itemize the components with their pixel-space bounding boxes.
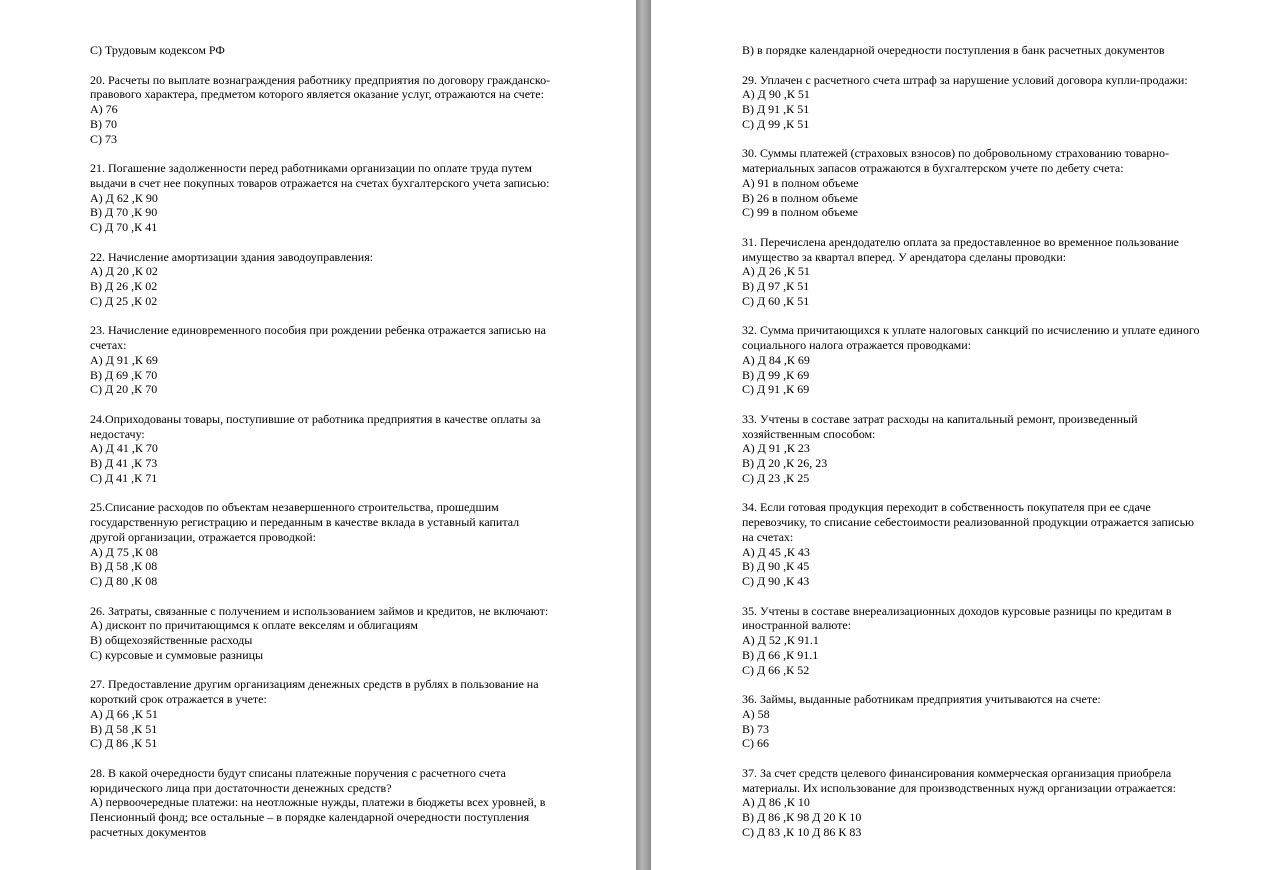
question-text-line: 33. Учтены в составе затрат расходы на капитальный ремонт, произведенный: [742, 411, 1138, 426]
text-line: С) Д 83 ,К 10 Д 86 К 83: [742, 824, 862, 839]
question-block: [90, 500, 610, 589]
question-text-line: 20. Расчеты по выплате вознаграждения работнику предприятия по договору гражданско-: [90, 72, 551, 87]
text-line: С) 66: [742, 736, 769, 751]
text-line: социального налога отражается проводками:: [742, 338, 972, 352]
text-line: С) Д 80 ,К 08: [90, 574, 158, 588]
text-line: А) дисконт по причитающимся к оплате векселям и облигациям: [90, 618, 418, 633]
question-text-line: 29. Уплачен с расчетного счета штраф за нарушение условий договора купли-продажи:: [742, 72, 1188, 87]
text-line: другой организации, отражается проводкой:: [90, 529, 316, 544]
question-text-line: С) Трудовым кодексом РФ: [90, 43, 225, 57]
question-text-line: 36. Займы, выданные работникам предприятия учитываются на счете:: [742, 692, 1101, 706]
text-line: В) Д 90 ,К 45: [742, 559, 810, 574]
text-line: иностранной валюте:: [742, 618, 852, 633]
text-line: В) Д 86 ,К 98 Д 20 К 10: [742, 810, 862, 824]
text-line: А) Д 91 ,К 23: [742, 441, 810, 456]
question-block: [90, 677, 610, 751]
text-line: В) Д 99 ,К 69: [742, 367, 810, 382]
text-line: В) Д 58 ,К 08: [90, 559, 158, 574]
question-block: [90, 161, 610, 235]
question-text-line: 37. За счет средств целевого финансирования коммерческая организация приобрела: [742, 765, 1172, 780]
question-block: [742, 43, 1252, 58]
text-line: В) Д 58 ,К 51: [90, 721, 158, 736]
question-block: [90, 766, 610, 840]
left-page: [0, 0, 636, 870]
question-text-line: 27. Предоставление другим организациям денежных средств в рублях в пользование на: [90, 677, 539, 692]
question-text-line: 21. Погашение задолженности перед работниками организации по оплате труда путем: [90, 161, 532, 175]
right-page-column: [742, 43, 1252, 854]
text-line: А) 76: [90, 102, 118, 116]
text-line: А) Д 45 ,К 43: [742, 544, 810, 559]
text-line: С) 73: [90, 131, 117, 146]
text-line: правового характера, предметом которого является оказание услуг, отражаются на счете:: [90, 87, 544, 102]
text-line: имущество за квартал вперед. У арендатора сделаны проводки:: [742, 249, 1067, 264]
text-line: В) 73: [742, 721, 769, 736]
question-block: [742, 500, 1252, 589]
text-line: С) Д 86 ,К 51: [90, 736, 158, 751]
question-block: [90, 604, 610, 663]
text-line: А) Д 91 ,К 69: [90, 352, 158, 367]
text-line: В) Д 26 ,К 02: [90, 279, 158, 293]
text-line: В) Д 69 ,К 70: [90, 367, 158, 382]
text-line: С) Д 70 ,К 41: [90, 220, 158, 234]
text-line: перевозчику, то списание себестоимости реализованной продукции отражается записью: [742, 515, 1195, 529]
question-block: [742, 412, 1252, 486]
text-line: А) Д 52 ,К 91.1: [742, 633, 819, 647]
question-text-line: В) в порядке календарной очередности поступления в банк расчетных документов: [742, 43, 1165, 57]
question-text-line: 25.Списание расходов по объектам незавершенного строительства, прошедшим: [90, 500, 499, 515]
text-line: С) Д 91 ,К 69: [742, 382, 810, 397]
question-text-line: 34. Если готовая продукция переходит в собственность покупателя при ее сдаче: [742, 500, 1151, 515]
text-line: А) 91 в полном объеме: [742, 175, 859, 190]
text-line: юридического лица при достаточности денежных средств?: [90, 780, 392, 795]
text-line: С) Д 66 ,К 52: [742, 662, 810, 677]
question-block: [90, 412, 610, 486]
text-line: материалы. Их использование для производственных нужд организации отражается:: [742, 780, 1176, 795]
text-line: С) Д 60 ,К 51: [742, 293, 810, 308]
question-text-line: 31. Перечислена арендодателю оплата за предоставленное во временное пользование: [742, 234, 1179, 249]
text-line: короткий срок отражается в учете:: [90, 692, 267, 706]
question-block: [742, 766, 1252, 840]
left-page-column: [90, 43, 610, 854]
question-block: [90, 250, 610, 309]
text-line: С) Д 90 ,К 43: [742, 574, 810, 588]
text-line: В) 70: [90, 116, 117, 131]
text-line: В) общехозяйственные расходы: [90, 633, 253, 647]
text-line: В) Д 20 ,К 26, 23: [742, 456, 828, 470]
question-block: [742, 146, 1252, 220]
question-text-line: 23. Начисление единовременного пособия при рождении ребенка отражается записью на: [90, 323, 546, 338]
text-line: на счетах:: [742, 529, 794, 544]
text-line: В) Д 91 ,К 51: [742, 102, 810, 116]
text-line: Пенсионный фонд; все остальные – в порядке календарной очередности поступления: [90, 810, 530, 824]
question-block: [90, 43, 610, 58]
question-text-line: 28. В какой очередности будут списаны платежные поручения с расчетного счета: [90, 765, 506, 780]
question-text-line: 30. Суммы платежей (страховых взносов) по добровольному страхованию товарно-: [742, 146, 1169, 161]
question-block: [742, 692, 1252, 751]
question-block: [742, 323, 1252, 397]
text-line: хозяйственным способом:: [742, 426, 876, 441]
text-line: счетах:: [90, 338, 127, 352]
text-line: В) Д 41 ,К 73: [90, 456, 158, 470]
text-line: выдачи в счет нее покупных товаров отражается на счетах бухгалтерского учета записью:: [90, 175, 550, 190]
text-line: А) Д 26 ,К 51: [742, 264, 810, 279]
text-line: А) первоочередные платежи: на неотложные нужды, платежи в бюджеты всех уровней, в: [90, 795, 546, 810]
text-line: С) курсовые и суммовые разницы: [90, 647, 264, 662]
right-page: [651, 0, 1287, 870]
page-divider: [636, 0, 651, 870]
question-block: [90, 73, 610, 147]
text-line: С) Д 41 ,К 71: [90, 470, 158, 485]
question-block: [90, 323, 610, 397]
text-line: С) 99 в полном объеме: [742, 205, 858, 220]
text-line: В) 26 в полном объеме: [742, 190, 858, 205]
text-line: А) Д 66 ,К 51: [90, 706, 158, 721]
text-line: В) Д 70 ,К 90: [90, 205, 158, 220]
question-text-line: 35. Учтены в составе внереализационных доходов курсовые разницы по кредитам в: [742, 603, 1172, 618]
question-block: [742, 235, 1252, 309]
text-line: С) Д 20 ,К 70: [90, 382, 158, 397]
text-line: А) Д 86 ,К 10: [742, 795, 810, 810]
question-text-line: 32. Сумма причитающихся к уплате налоговых санкций по исчислению и уплате единого: [742, 323, 1200, 338]
text-line: С) Д 99 ,К 51: [742, 116, 810, 131]
question-text-line: 26. Затраты, связанные с получением и использованием займов и кредитов, не включают:: [90, 603, 549, 618]
text-line: В) Д 66 ,К 91.1: [742, 647, 819, 662]
text-line: С) Д 23 ,К 25: [742, 470, 810, 485]
question-text-line: 24.Оприходованы товары, поступившие от работника предприятия в качестве оплаты за: [90, 411, 541, 426]
text-line: государственную регистрацию и переданным в качестве вклада в уставный капитал: [90, 515, 520, 529]
text-line: А) Д 90 ,К 51: [742, 87, 810, 102]
text-line: А) Д 84 ,К 69: [742, 352, 810, 367]
text-line: расчетных документов: [90, 824, 207, 839]
text-line: недостачу:: [90, 426, 145, 441]
question-block: [742, 73, 1252, 132]
text-line: А) Д 62 ,К 90: [90, 190, 158, 205]
text-line: В) Д 97 ,К 51: [742, 279, 810, 293]
question-text-line: 22. Начисление амортизации здания заводоуправления:: [90, 249, 374, 264]
text-line: А) 58: [742, 706, 770, 721]
text-line: А) Д 41 ,К 70: [90, 441, 158, 456]
text-line: А) Д 20 ,К 02: [90, 264, 158, 279]
text-line: С) Д 25 ,К 02: [90, 293, 158, 308]
question-block: [742, 604, 1252, 678]
text-line: материальных запасов отражаются в бухгалтерском учете по дебету счета:: [742, 161, 1124, 175]
text-line: А) Д 75 ,К 08: [90, 544, 158, 559]
